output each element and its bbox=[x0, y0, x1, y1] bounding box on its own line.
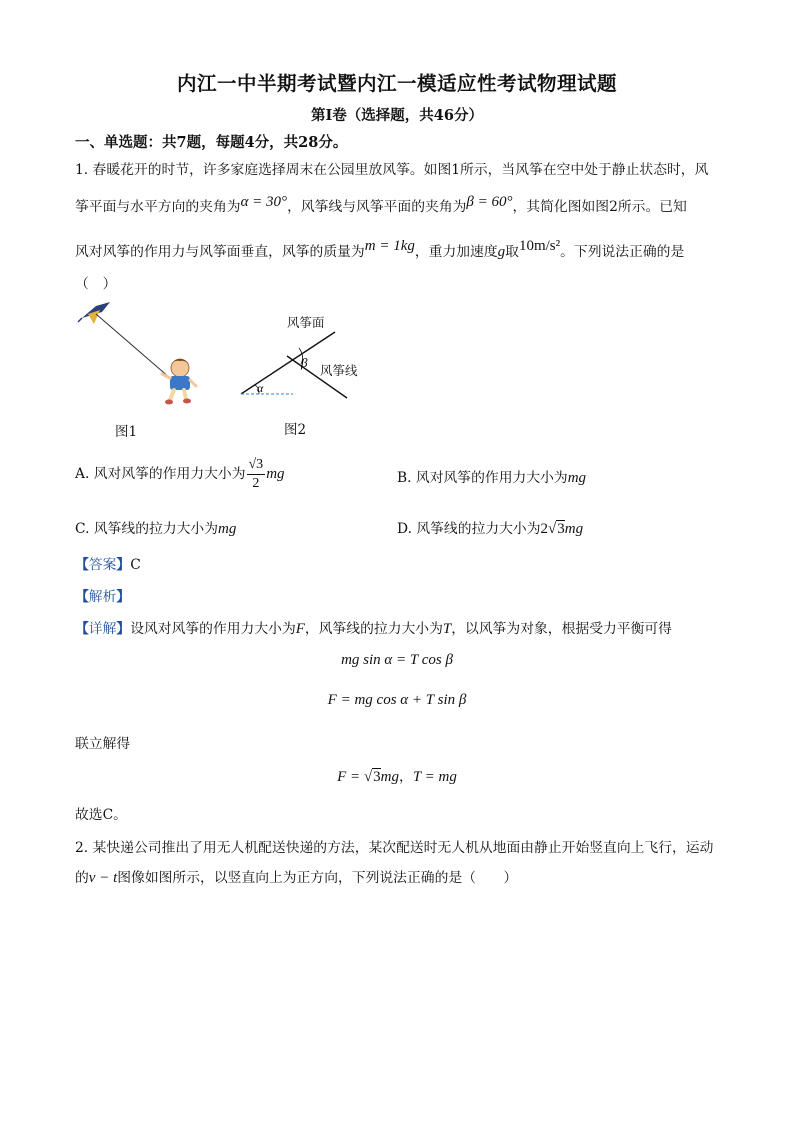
beta-expression: β = 60° bbox=[466, 194, 513, 210]
detail-F: F bbox=[295, 621, 305, 637]
detail-c: ，以风筝为对象，根据受力平衡可得 bbox=[451, 621, 672, 637]
analysis-tag: 解析 bbox=[88, 589, 117, 605]
g-value: 10m/s² bbox=[518, 238, 561, 254]
option-a-numerator: √3 bbox=[247, 456, 266, 475]
q1-line2a: 筝平面与水平方向的夹角为 bbox=[75, 199, 241, 215]
option-d-mg: mg bbox=[564, 521, 584, 537]
kite-icon bbox=[78, 302, 110, 324]
eq3-root: 3 bbox=[373, 769, 381, 785]
q1-line3 bbox=[75, 240, 684, 261]
option-c bbox=[75, 517, 236, 538]
answer-value: C bbox=[130, 557, 141, 573]
figure-1-label: 图1 bbox=[115, 424, 138, 440]
q1-line3c: 取 bbox=[505, 244, 519, 260]
q1-line2c: ，其简化图如图2所示。已知 bbox=[512, 199, 687, 215]
page-title: 内江一中半期考试暨内江一模适应性考试物理试题 bbox=[176, 72, 617, 95]
option-c-mg: mg bbox=[218, 521, 237, 537]
detail-T: T bbox=[442, 621, 452, 637]
page-subtitle: 第Ⅰ卷（选择题，共46分） bbox=[311, 107, 483, 124]
eq3-sep: ， bbox=[399, 769, 413, 785]
answer-line: 【答案】C bbox=[75, 557, 141, 573]
g-symbol: g bbox=[497, 244, 506, 260]
analysis-line: 【解析】 bbox=[75, 589, 131, 605]
detail-line: 【详解】设风对风筝的作用力大小为F，风筝线的拉力大小为T，以风筝为对象，根据受力平衡可得 bbox=[75, 621, 672, 637]
q2-line1: 2. 某快递公司推出了用无人机配送快递的方法，某次配送时无人机从地面由静止开始竖直向上飞行，运动 bbox=[75, 840, 714, 856]
option-a-denominator: 2 bbox=[252, 476, 260, 491]
answer-tag: 答案 bbox=[88, 557, 117, 573]
mass-expression: m = 1kg bbox=[364, 238, 415, 254]
option-b-mg: mg bbox=[567, 470, 587, 486]
option-d: D. 风筝线的拉力大小为2√3mg bbox=[397, 521, 584, 537]
alpha-label: α bbox=[257, 381, 264, 395]
figure-1-kite bbox=[74, 296, 204, 414]
equation-3: F = √3mg，T = mg bbox=[337, 769, 457, 785]
equation-2: F = mg cos α + T sin β bbox=[327, 692, 467, 708]
eq3-right: T = mg bbox=[412, 769, 457, 785]
option-a-mg: mg bbox=[266, 466, 285, 482]
alpha-expression: α = 30° bbox=[240, 194, 288, 210]
kite-string bbox=[96, 314, 170, 378]
q1-line2 bbox=[75, 195, 687, 216]
beta-label: β bbox=[301, 355, 308, 370]
section-heading: 一、单选题：共7题，每题4分，共28分。 bbox=[75, 134, 348, 151]
figure-2-string-label: 风筝线 bbox=[320, 363, 358, 378]
q2-line2b: 图像如图所示，以竖直向上为正方向，下列说法正确的是（ ） bbox=[117, 870, 518, 886]
q1-line3d: 。下列说法正确的是 bbox=[560, 244, 685, 260]
q1-line3b: ，重力加速度 bbox=[414, 244, 498, 260]
option-b bbox=[397, 466, 586, 487]
option-a bbox=[75, 456, 285, 493]
option-c-text: C. 风筝线的拉力大小为 bbox=[75, 521, 219, 537]
option-d-coef: 2 bbox=[540, 521, 549, 537]
option-d-text: D. 风筝线的拉力大小为 bbox=[397, 521, 541, 537]
eq3-mg: mg bbox=[380, 769, 400, 785]
q2-line2a: 的 bbox=[75, 870, 89, 886]
option-a-text: A. 风对风筝的作用力大小为 bbox=[75, 466, 246, 482]
option-b-text: B. 风对风筝的作用力大小为 bbox=[397, 470, 568, 486]
q1-line3a: 风对风筝的作用力与风筝面垂直，风筝的质量为 bbox=[75, 244, 365, 260]
solve-text: 联立解得 bbox=[75, 736, 131, 752]
figure-2-surface-label: 风筝面 bbox=[287, 315, 325, 330]
q1-line2b: ，风筝线与风筝平面的夹角为 bbox=[287, 199, 467, 215]
vt-expression: v − t bbox=[88, 870, 118, 886]
conclusion: 故选C。 bbox=[75, 807, 127, 823]
option-d-root: 3 bbox=[557, 521, 565, 537]
option-a-fraction bbox=[247, 456, 266, 493]
q1-paren: （ ） bbox=[75, 276, 117, 292]
child-icon bbox=[162, 359, 196, 405]
detail-a: 设风对风筝的作用力大小为 bbox=[130, 621, 296, 637]
q1-line1: 1. 春暖花开的时节，许多家庭选择周末在公园里放风筝。如图1所示，当风筝在空中处于静止状态时，风 bbox=[75, 162, 709, 178]
figure-2-label: 图2 bbox=[284, 422, 307, 438]
eq3-left: F = bbox=[337, 769, 364, 785]
detail-b: ，风筝线的拉力大小为 bbox=[304, 621, 443, 637]
q2-line2 bbox=[75, 866, 517, 887]
detail-tag: 详解 bbox=[88, 621, 117, 637]
equation-1: mg sin α = T cos β bbox=[341, 652, 453, 668]
